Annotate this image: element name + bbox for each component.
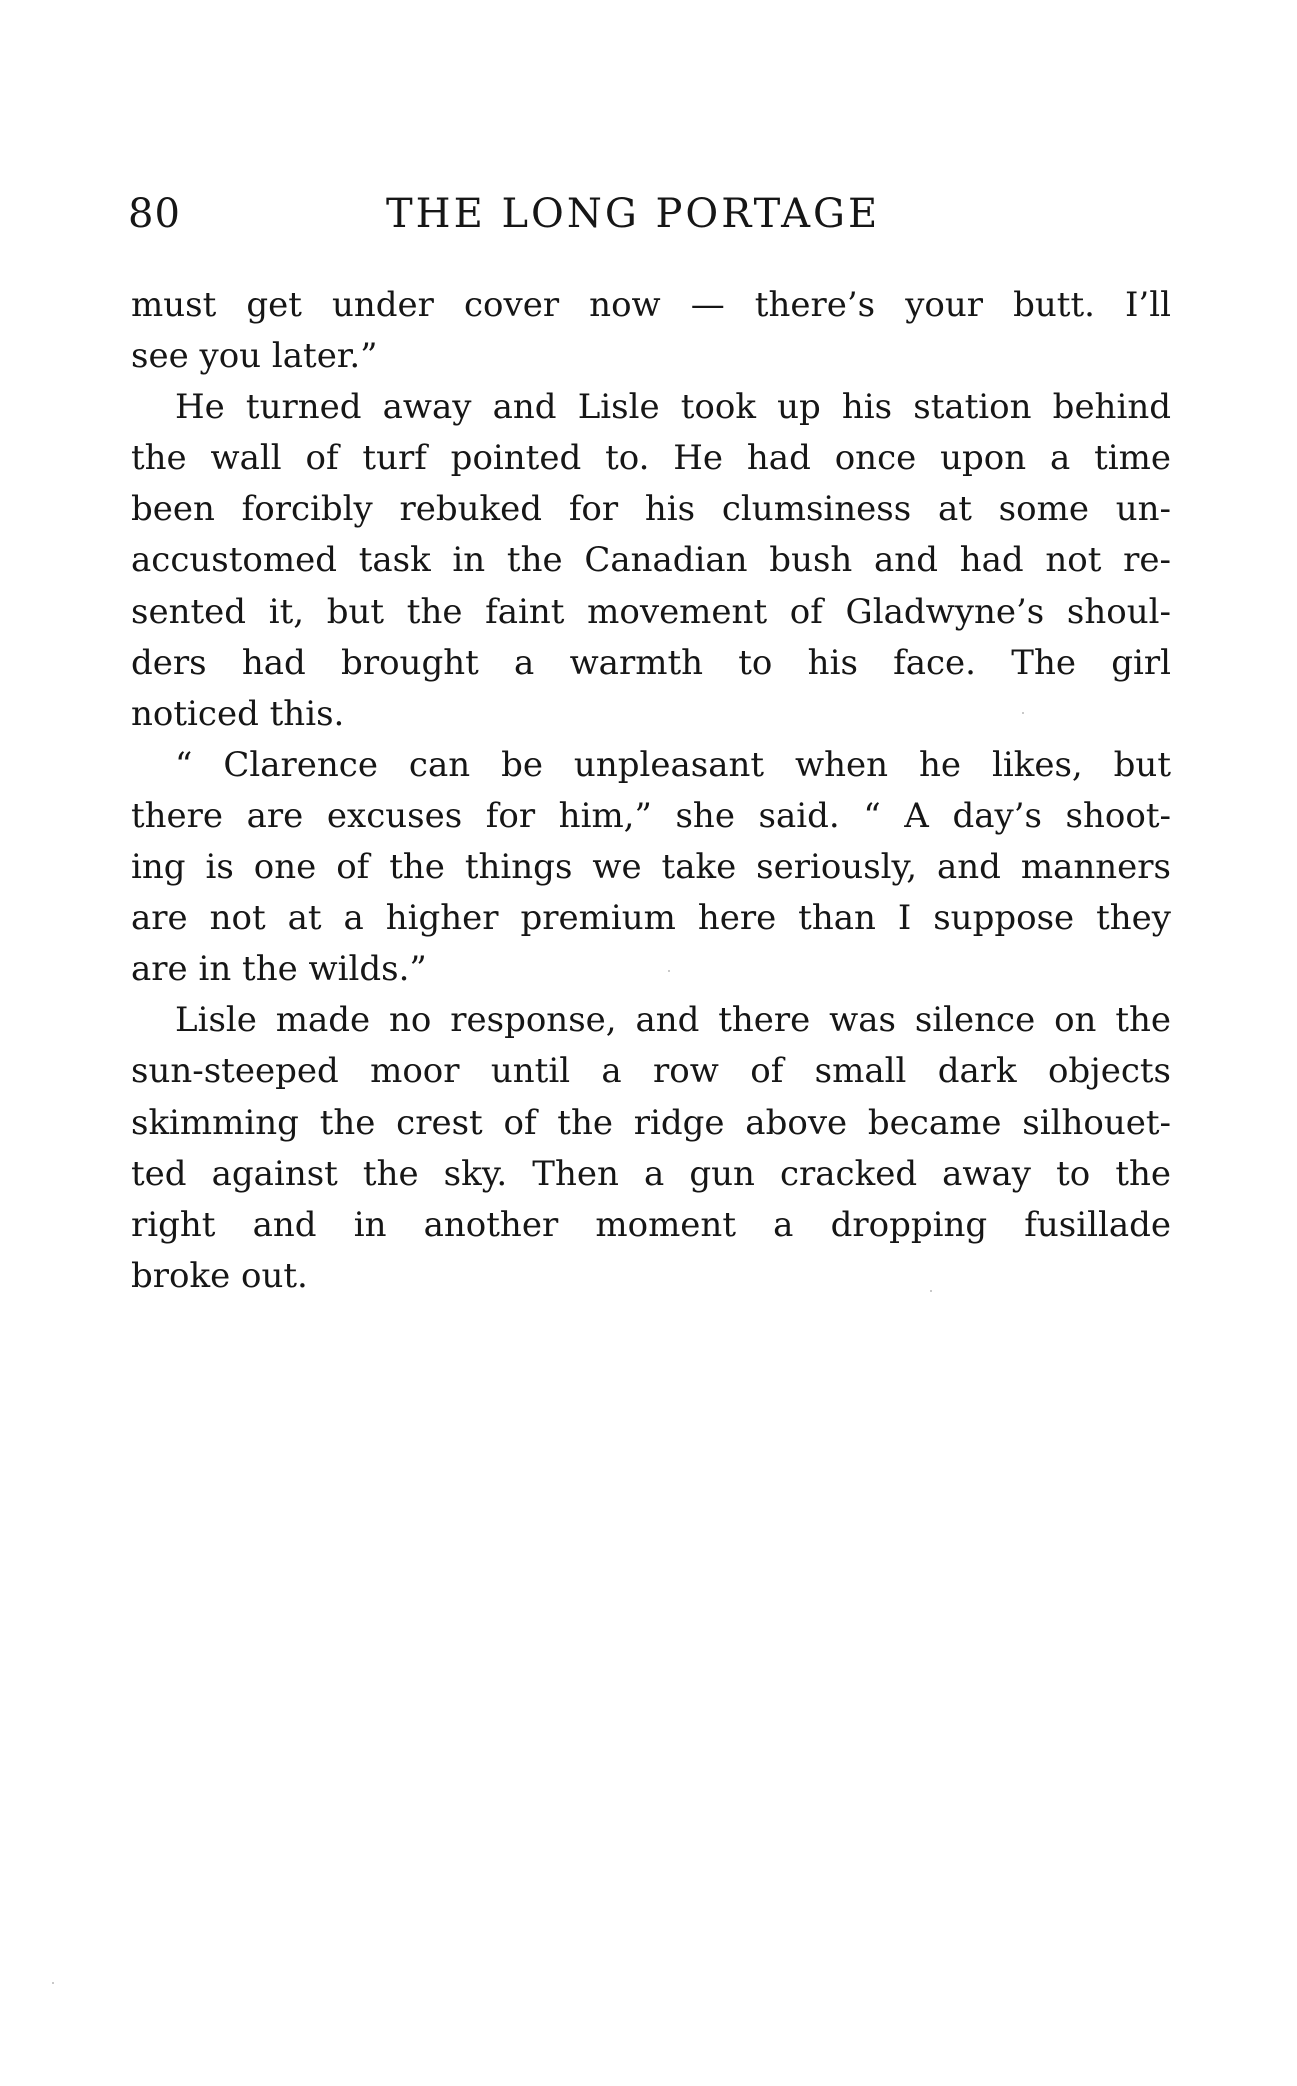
running-title: THE LONG PORTAGE: [386, 191, 881, 237]
paper-speck: [1022, 712, 1024, 714]
text-line: are not at a higher premium here than I suppose they: [131, 898, 1171, 939]
paper-speck: [52, 1982, 54, 1984]
paper-speck: [930, 1290, 932, 1292]
text-line: broke out.: [131, 1255, 308, 1296]
body-text: [131, 280, 1171, 1302]
text-line: noticed this.: [131, 693, 345, 734]
text-line: accustomed task in the Canadian bush and had not re-: [131, 540, 1171, 581]
page-number: 80: [128, 191, 181, 237]
text-line: He turned away and Lisle took up his station behind: [175, 387, 1171, 428]
text-line: are in the wilds.”: [131, 949, 427, 990]
text-line: right and in another moment a dropping fusillade: [131, 1204, 1171, 1245]
text-line: see you later.”: [131, 336, 378, 377]
text-line: there are excuses for him,” she said. “ A day’s shoot-: [131, 795, 1171, 836]
text-line: ing is one of the things we take seriously, and manners: [131, 847, 1171, 888]
text-line: Lisle made no response, and there was silence on the: [175, 1000, 1171, 1041]
text-line: the wall of turf pointed to. He had once upon a time: [131, 438, 1171, 479]
text-line: must get under cover now — there’s your butt. I’ll: [131, 285, 1171, 325]
page-header: [128, 184, 1170, 244]
text-line: “ Clarence can be unpleasant when he likes, but: [175, 744, 1171, 785]
text-line: sented it, but the faint movement of Gladwyne’s shoul-: [131, 591, 1171, 632]
text-line: sun-steeped moor until a row of small dark objects: [131, 1051, 1171, 1092]
paper-speck: [668, 970, 670, 972]
text-line: been forcibly rebuked for his clumsiness at some un-: [131, 489, 1171, 530]
text-line: skimming the crest of the ridge above became silhouet-: [131, 1102, 1171, 1143]
text-line: ders had brought a warmth to his face. The girl: [131, 642, 1171, 683]
text-line: ted against the sky. Then a gun cracked away to the: [131, 1153, 1171, 1194]
